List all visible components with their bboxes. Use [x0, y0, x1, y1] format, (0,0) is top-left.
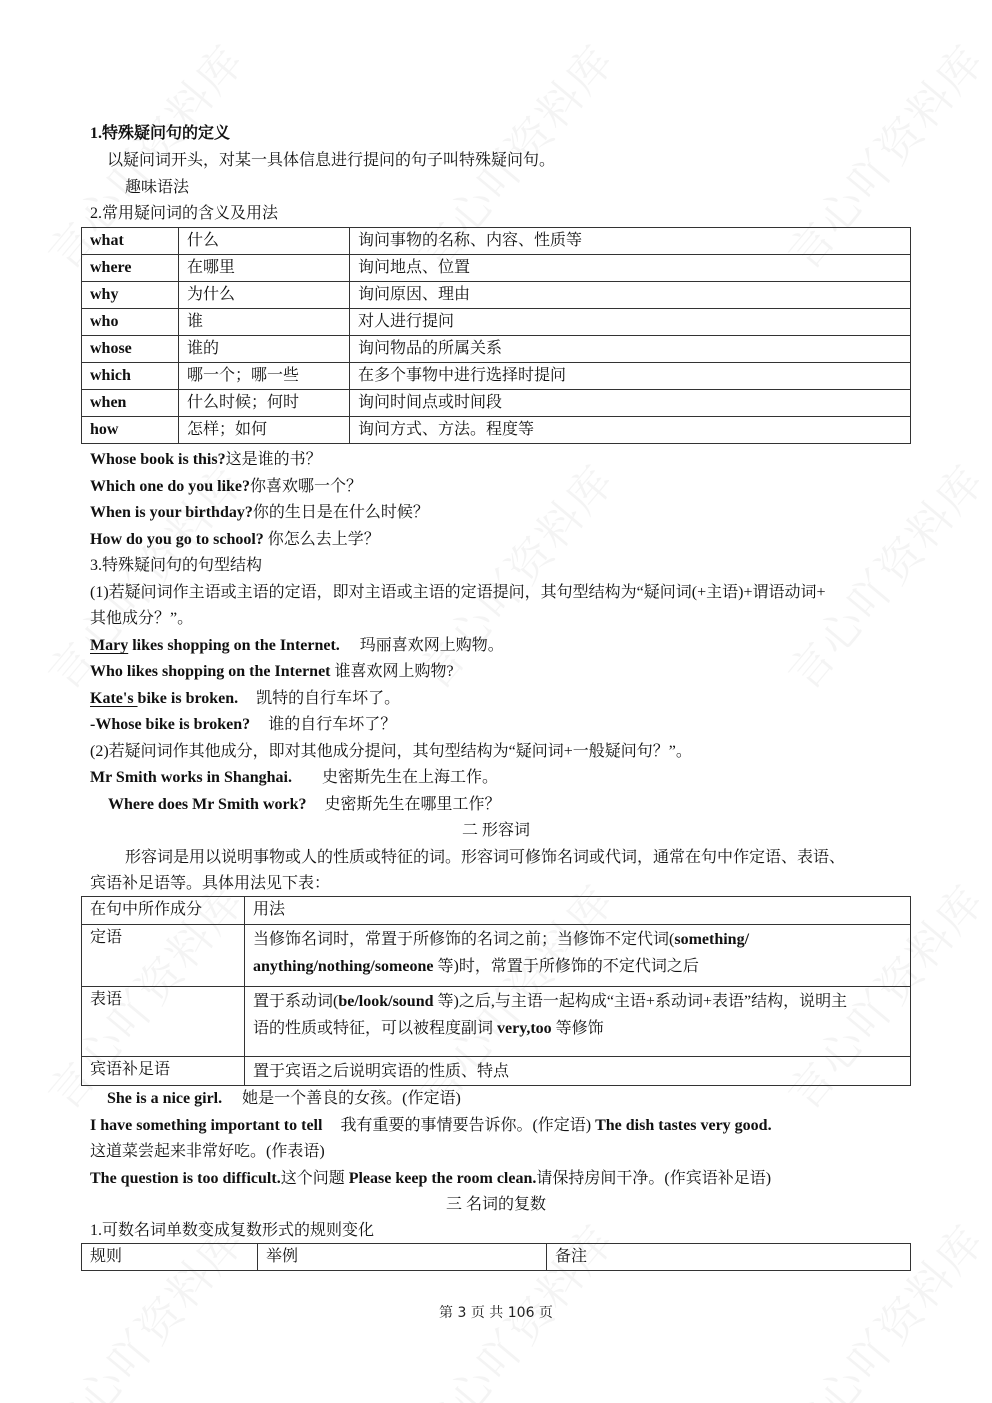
- paragraph-text: 形容词是用以说明事物或人的性质或特征的词。形容词可修饰名词或代词，通常在句中作定语、表语、: [125, 849, 846, 866]
- watermark-text: [770, 449, 992, 702]
- noun-plural-rules-table: [81, 1243, 911, 1271]
- example-en: When is your birthday?: [90, 504, 253, 521]
- table-row: [82, 255, 911, 282]
- usage-cell: 在多个事物中进行选择时提问: [350, 363, 911, 390]
- usage-text: 等修饰: [551, 1020, 604, 1037]
- question-word-cell: who: [82, 309, 179, 336]
- chapter-title: 二 形容词: [461, 822, 530, 839]
- usage-text: 语的性质或特征，可以被程度副词: [253, 1020, 498, 1037]
- example-zh: 谁喜欢网上购物?: [330, 663, 454, 680]
- table-row: [82, 987, 911, 1057]
- header-cell-usage: 用法: [245, 897, 911, 925]
- section-heading: [90, 204, 278, 224]
- usage-text: 等)时，常置于所修饰的不定代词之后: [433, 958, 699, 975]
- usage-cell: 询问物品的所属关系: [350, 336, 911, 363]
- question-word-cell: whose: [82, 336, 179, 363]
- table-row: [82, 309, 911, 336]
- underlined-subject: Mary: [90, 637, 129, 654]
- example-zh: 我有重要的事情要告诉你。(作定语): [340, 1117, 592, 1134]
- role-cell: 表语: [82, 987, 245, 1057]
- example-en: How do you go to school?: [90, 531, 264, 548]
- section-heading-text: 1.特殊疑问句的定义: [90, 125, 231, 142]
- example-zh: 凯特的自行车坏了。: [256, 690, 401, 707]
- chapter-title: 三 名词的复数: [445, 1196, 546, 1213]
- table-header-row: [82, 1244, 911, 1271]
- header-cell-note: 备注: [547, 1244, 911, 1271]
- example-zh: 这道菜尝起来非常好吃。(作表语): [90, 1143, 325, 1160]
- underlined-subject: Kate's: [90, 690, 138, 707]
- usage-cell: 置于宾语之后说明宾语的性质、特点: [245, 1057, 911, 1086]
- example-sentence: [90, 530, 380, 550]
- usage-cell: 对人进行提问: [350, 309, 911, 336]
- role-cell: 定语: [82, 925, 245, 987]
- rule-text: (1)若疑问词作主语或主语的定语，即对主语或主语的定语提问，其句型结构为“疑问词(+主语)+谓语动词+: [90, 584, 826, 601]
- example-sentence: [90, 503, 429, 523]
- example-en: Where does Mr Smith work?: [108, 796, 307, 813]
- meaning-cell: 什么时候；何时: [179, 390, 350, 417]
- meaning-cell: 在哪里: [179, 255, 350, 282]
- page-number: 第 3 页 共 106 页: [439, 1305, 553, 1321]
- rule-text: 其他成分？”。: [90, 610, 194, 627]
- table-row: [82, 925, 911, 987]
- question-words-table: [81, 227, 911, 444]
- example-en: Whose book is this?: [90, 451, 226, 468]
- question-word-cell: what: [82, 228, 179, 255]
- example-en: The question is too difficult.: [90, 1170, 281, 1187]
- usage-en: something/: [674, 931, 750, 948]
- example-en: I have something important to tell: [90, 1117, 323, 1134]
- table-row: [82, 363, 911, 390]
- example-en: Mr Smith works in Shanghai.: [90, 769, 292, 786]
- example-zh: 请保持房间干净。(作宾语补足语): [536, 1170, 772, 1187]
- example-zh: 你怎么去上学？: [263, 531, 380, 548]
- usage-text: 当修饰名词时，常置于所修饰的名词之前；当修饰不定代词(: [253, 931, 675, 948]
- table-row: [82, 390, 911, 417]
- example-zh: 玛丽喜欢网上购物。: [359, 637, 504, 654]
- definition-text: 以疑问词开头，对某一具体信息进行提问的句子叫特殊疑问句。: [107, 152, 556, 169]
- usage-en: very,too: [497, 1020, 552, 1037]
- table-row: [82, 1057, 911, 1086]
- question-word-cell: where: [82, 255, 179, 282]
- example-en: Who likes shopping on the Internet: [90, 663, 331, 680]
- example-en: bike is broken.: [137, 690, 239, 707]
- example-zh: 你喜欢哪一个？: [250, 478, 363, 495]
- header-cell-role: 在句中所作成分: [82, 897, 245, 925]
- example-zh: 你的生日是在什么时候？: [252, 504, 429, 521]
- rule-text: (2)若疑问词作其他成分，即对其他成分提问，其句型结构为“疑问词+一般疑问句？”。: [90, 743, 692, 760]
- example-zh: 这是谁的书？: [225, 451, 322, 468]
- table-header-row: [82, 897, 911, 925]
- section-heading: [90, 1221, 374, 1241]
- example-sentence: [90, 477, 362, 497]
- meaning-cell: 谁的: [179, 336, 350, 363]
- table-row: [82, 417, 911, 444]
- example-sentence: [90, 1142, 325, 1162]
- example-en: Which one do you like?: [90, 478, 251, 495]
- table-row: [82, 336, 911, 363]
- question-word-cell: which: [82, 363, 179, 390]
- fun-grammar-label: 趣味语法: [125, 179, 190, 196]
- example-sentence: [90, 689, 400, 709]
- example-sentence: [90, 1169, 771, 1189]
- usage-cell: 询问事物的名称、内容、性质等: [350, 228, 911, 255]
- header-cell-example: 举例: [258, 1244, 547, 1271]
- adjective-usage-table: [81, 896, 911, 1086]
- table-row: [82, 282, 911, 309]
- section-heading-text: 3.特殊疑问句的句型结构: [90, 557, 263, 574]
- usage-cell: [245, 987, 911, 1057]
- example-sentence: [90, 636, 504, 656]
- usage-text: 置于系动词(: [253, 993, 339, 1010]
- example-zh: 她是一个善良的女孩。(作定语): [242, 1090, 461, 1107]
- role-cell: 宾语补足语: [82, 1057, 245, 1086]
- usage-cell: 询问时间点或时间段: [350, 390, 911, 417]
- meaning-cell: 谁: [179, 309, 350, 336]
- section-heading: [90, 556, 262, 576]
- usage-cell: 询问原因、理由: [350, 282, 911, 309]
- example-zh: 谁的自行车坏了？: [268, 716, 397, 733]
- example-en: The dish tastes very good.: [591, 1117, 772, 1134]
- example-sentence: [107, 1089, 461, 1109]
- usage-cell: 询问方式、方法。程度等: [350, 417, 911, 444]
- meaning-cell: 怎样；如何: [179, 417, 350, 444]
- example-en: She is a nice girl.: [107, 1090, 223, 1107]
- example-en: likes shopping on the Internet.: [128, 637, 340, 654]
- section-heading: [90, 124, 230, 144]
- meaning-cell: 哪一个；哪一些: [179, 363, 350, 390]
- question-word-cell: how: [82, 417, 179, 444]
- usage-cell: 询问地点、位置: [350, 255, 911, 282]
- example-en: -Whose bike is broken?: [90, 716, 251, 733]
- usage-en: be/look/sound: [338, 993, 434, 1010]
- question-word-cell: when: [82, 390, 179, 417]
- header-cell-rule: 规则: [82, 1244, 258, 1271]
- example-zh: 史密斯先生在上海工作。: [321, 769, 498, 786]
- meaning-cell: 为什么: [179, 282, 350, 309]
- example-sentence: [90, 715, 396, 735]
- example-sentence: [108, 795, 501, 815]
- usage-en: anything/nothing/someone: [253, 958, 434, 975]
- paragraph-text: 宾语补足语等。具体用法见下表：: [90, 875, 331, 892]
- example-en: Please keep the room clean.: [344, 1170, 537, 1187]
- section-heading-text: 2.常用疑问词的含义及用法: [90, 205, 279, 222]
- example-sentence: [90, 1116, 772, 1136]
- example-zh: 这个问题: [280, 1170, 345, 1187]
- example-sentence: [90, 768, 498, 788]
- example-zh: 史密斯先生在哪里工作？: [324, 796, 501, 813]
- example-sentence: [90, 662, 454, 682]
- meaning-cell: 什么: [179, 228, 350, 255]
- usage-text: 等)之后,与主语一起构成“主语+系动词+表语”结构，说明主: [433, 993, 848, 1010]
- table-row: [82, 228, 911, 255]
- section-heading-text: 1.可数名词单数变成复数形式的规则变化: [90, 1222, 375, 1239]
- question-word-cell: why: [82, 282, 179, 309]
- usage-cell: [245, 925, 911, 987]
- example-sentence: [90, 450, 322, 470]
